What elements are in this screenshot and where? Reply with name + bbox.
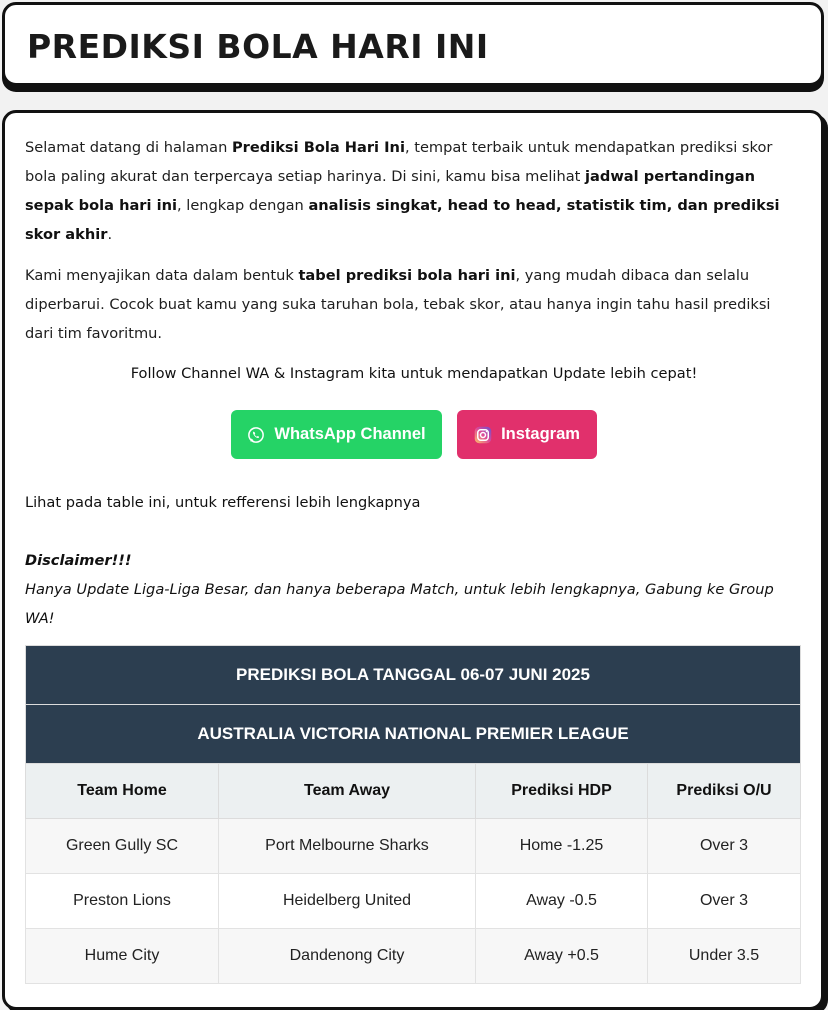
disclaimer-text: Hanya Update Liga-Liga Besar, dan hanya beberapa Match, untuk lebih lengkapnya, Gabung ke Group WA! — [25, 581, 774, 627]
whatsapp-icon — [247, 426, 265, 444]
cell-prediksi-hdp: Away -0.5 — [476, 874, 648, 929]
cell-prediksi-hdp: Home -1.25 — [476, 819, 648, 874]
table-title: PREDIKSI BOLA TANGGAL 06-07 JUNI 2025 — [26, 646, 801, 705]
intro-paragraph-2 — [25, 261, 803, 348]
column-header-prediksi-ou: Prediksi O/U — [648, 764, 801, 819]
social-buttons — [25, 410, 803, 459]
intro-p1-segment: , tempat terbaik untuk mendapatkan prediksi skor bola paling akurat dan terpercaya setiap harinya. Di sini, kamu bisa melihat — [25, 139, 773, 185]
instagram-icon — [474, 426, 492, 444]
prediction-table — [25, 645, 801, 984]
cell-prediksi-hdp: Away +0.5 — [476, 929, 648, 984]
intro-p1-segment: . — [107, 226, 113, 243]
whatsapp-button-label: WhatsApp Channel — [274, 425, 426, 443]
column-header-team-away: Team Away — [219, 764, 476, 819]
intro-paragraph-1 — [25, 133, 803, 249]
column-header-prediksi-hdp: Prediksi HDP — [476, 764, 648, 819]
page-title-card — [2, 2, 824, 86]
cell-team-home: Preston Lions — [26, 874, 219, 929]
content-card — [2, 110, 824, 1010]
disclaimer-title: Disclaimer!!! — [25, 552, 132, 569]
intro-p1-segment-bold: Prediksi Bola Hari Ini — [231, 139, 405, 156]
intro-p1-segment: , lengkap dengan — [176, 197, 309, 214]
disclaimer — [25, 546, 803, 633]
cell-team-away: Heidelberg United — [219, 874, 476, 929]
table-row — [26, 874, 801, 929]
intro-p2-segment-bold: tabel prediksi bola hari ini — [298, 267, 516, 284]
intro-p1-segment-bold: analisis singkat, head to head, statistik tim, dan prediksi skor akhir — [25, 197, 780, 243]
cell-prediksi-ou: Over 3 — [648, 874, 801, 929]
cell-team-away: Port Melbourne Sharks — [219, 819, 476, 874]
table-row — [26, 929, 801, 984]
league-title: AUSTRALIA VICTORIA NATIONAL PREMIER LEAGUE — [26, 705, 801, 764]
table-reference-text: Lihat pada table ini, untuk refferensi lebih lengkapnya — [25, 494, 421, 511]
intro-p2-segment: Kami menyajikan data dalam bentuk — [25, 267, 299, 284]
cell-prediksi-ou: Over 3 — [648, 819, 801, 874]
instagram-button-label: Instagram — [501, 425, 580, 443]
instagram-button[interactable] — [457, 410, 597, 459]
cell-team-home: Hume City — [26, 929, 219, 984]
follow-text: Follow Channel WA & Instagram kita untuk mendapatkan Update lebih cepat! — [130, 365, 698, 382]
whatsapp-channel-button[interactable] — [231, 410, 442, 459]
column-header-team-home: Team Home — [26, 764, 219, 819]
intro-p2-segment: , yang mudah dibaca dan selalu diperbarui. Cocok buat kamu yang suka taruhan bola, tebak skor, atau hanya ingin tahu hasil prediksi dari tim favoritmu. — [25, 267, 771, 342]
table-header-row — [26, 764, 801, 819]
intro-p1-segment-bold: jadwal pertandingan sepak bola hari ini — [25, 168, 756, 214]
intro-p1-segment: Selamat datang di halaman — [25, 139, 232, 156]
content-body — [25, 133, 803, 984]
page-title: PREDIKSI BOLA HARI INI — [27, 27, 489, 66]
table-row — [26, 819, 801, 874]
cell-team-home: Green Gully SC — [26, 819, 219, 874]
cell-team-away: Dandenong City — [219, 929, 476, 984]
cell-prediksi-ou: Under 3.5 — [648, 929, 801, 984]
